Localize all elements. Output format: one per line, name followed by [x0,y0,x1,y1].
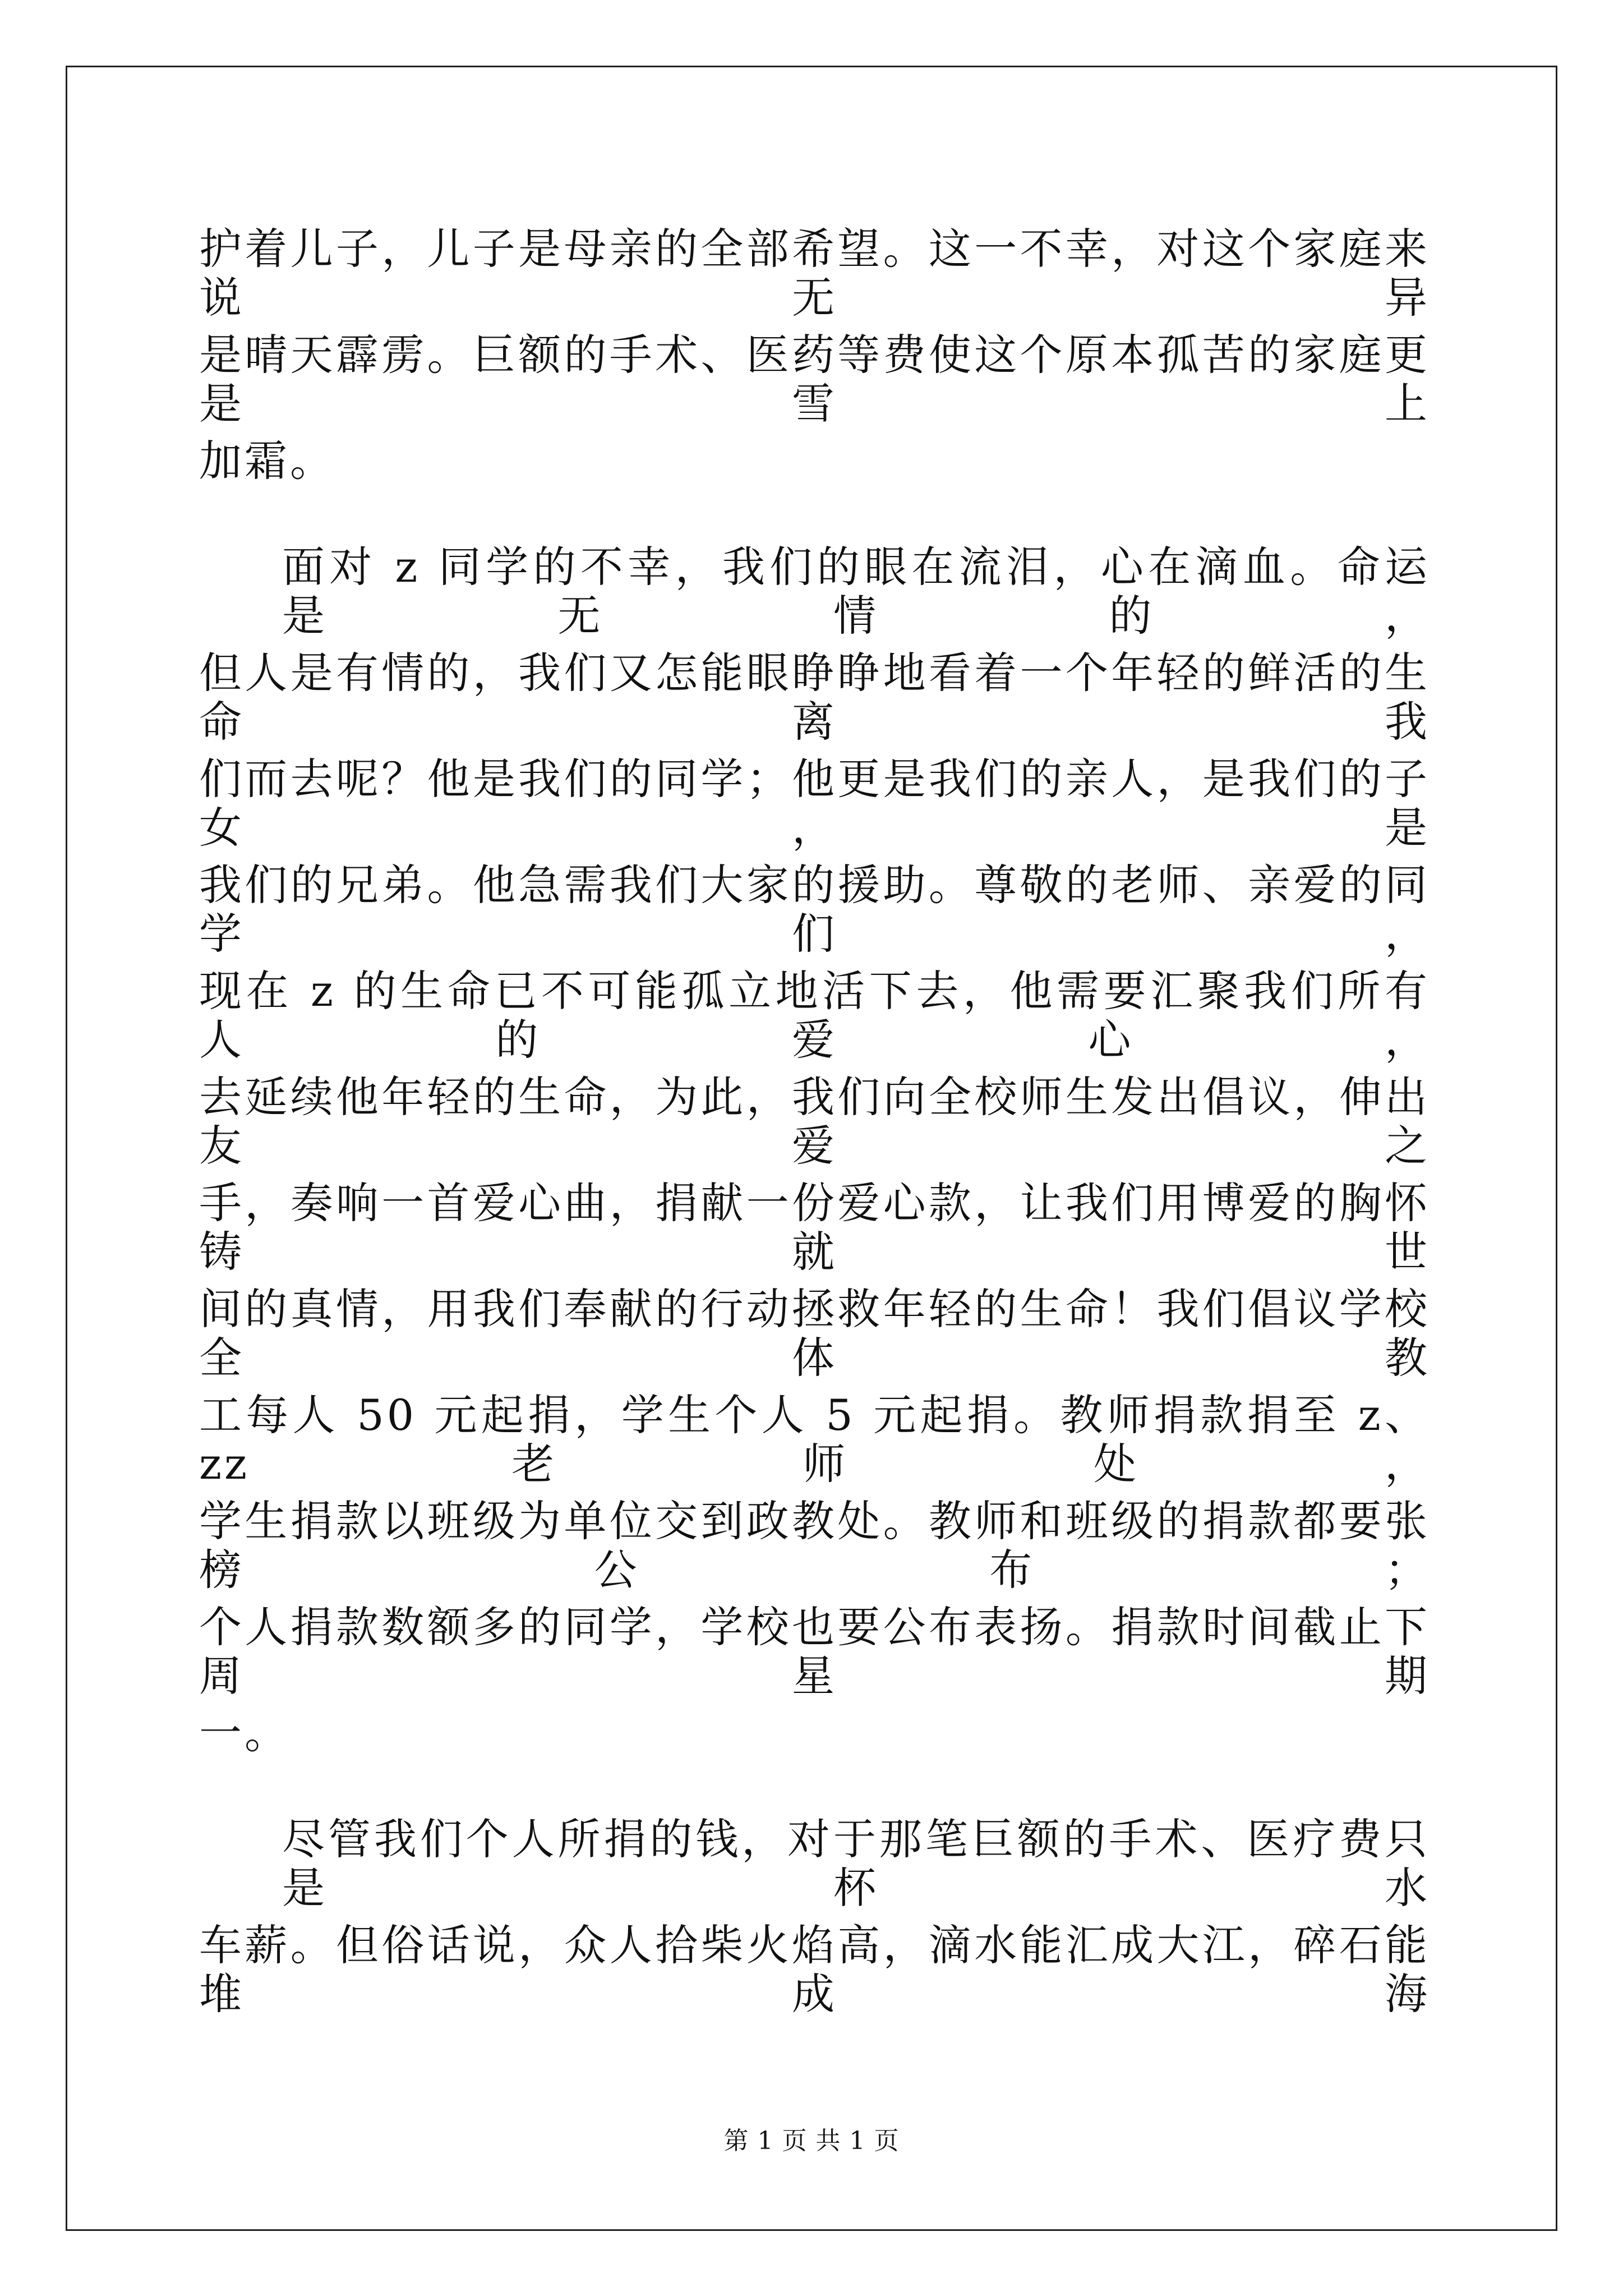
text-line: 们而去呢？他是我们的同学；他更是我们的亲人，是我们的子女，是 [199,754,1430,853]
text-line: 面对 z 同学的不幸，我们的眼在流泪，心在滴血。命运是无情的， [282,542,1430,641]
text-line: 工每人 50 元起捐，学生个人 5 元起捐。教师捐款捐至 z、zz 老师处， [199,1390,1430,1489]
text-line: 但人是有情的，我们又怎能眼睁睁地看着一个年轻的鲜活的生命离我 [199,648,1430,747]
page-number-footer: 第 1 页 共 1 页 [723,2127,900,2155]
text-line: 加霜。 [199,436,335,486]
text-line: 学生捐款以班级为单位交到政教处。教师和班级的捐款都要张榜公布； [199,1496,1430,1595]
text-line: 现在 z 的生命已不可能孤立地活下去，他需要汇聚我们所有人的爱心， [199,966,1430,1065]
text-line: 护着儿子，儿子是母亲的全部希望。这一不幸，对这个家庭来说无异 [199,224,1430,323]
text-line: 个人捐款数额多的同学，学校也要公布表扬。捐款时间截止下周星期 [199,1602,1430,1701]
text-line: 我们的兄弟。他急需我们大家的援助。尊敬的老师、亲爱的同学们， [199,860,1430,959]
text-line: 一。 [199,1708,290,1758]
text-line: 间的真情，用我们奉献的行动拯救年轻的生命！我们倡议学校全体教 [199,1284,1430,1383]
text-line: 尽管我们个人所捐的钱，对于那笔巨额的手术、医疗费只是杯水 [282,1814,1430,1913]
text-line: 车薪。但俗话说，众人拾柴火焰高，滴水能汇成大江，碎石能堆成海 [199,1920,1430,2019]
text-line: 是晴天霹雳。巨额的手术、医药等费使这个原本孤苦的家庭更是雪上 [199,330,1430,429]
text-line: 手，奏响一首爱心曲，捐献一份爱心款，让我们用博爱的胸怀铸就世 [199,1178,1430,1277]
document-body [199,224,1430,2027]
text-line: 去延续他年轻的生命，为此，我们向全校师生发出倡议，伸出友爱之 [199,1072,1430,1171]
